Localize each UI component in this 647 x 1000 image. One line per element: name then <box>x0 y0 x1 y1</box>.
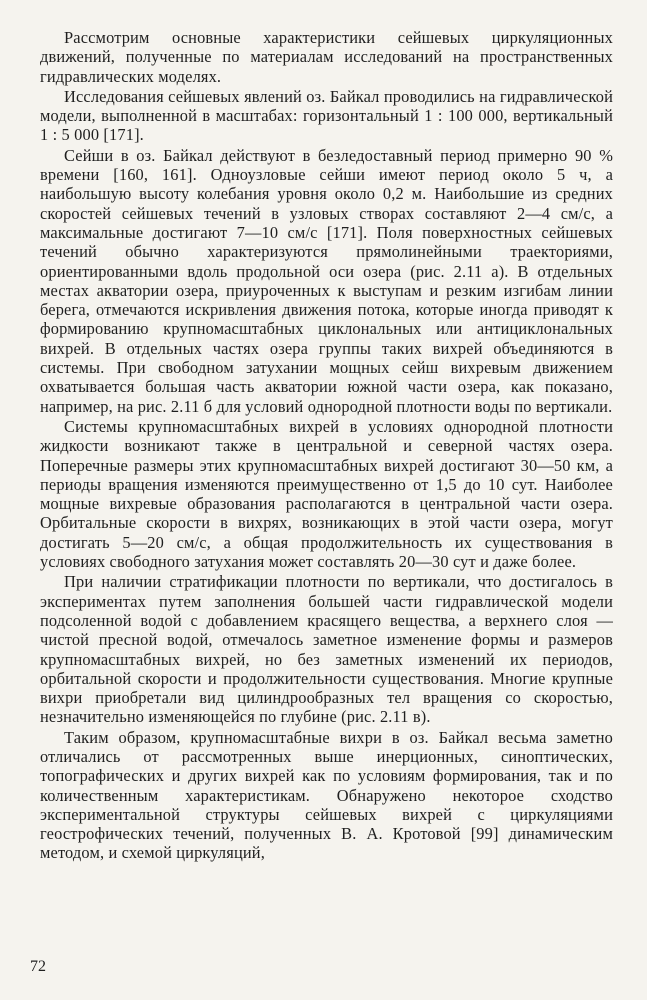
paragraph-3: Сейши в оз. Байкал действуют в безледоставный период примерно 90 % времени [160, 161]. Одноузловые сейши имеют период около 5 ч, а наибольшую высоту колебания уровня около 0,2 м. Наибольшие из средних скоростей сейшевых течений в узловых створах составляют 2—4 см/с, а максимальные достигают 7—10 см/с [171]. Поля поверхностных сейшевых течений обычно характеризуются прямолинейными траекториями, ориентированными вдоль продольной оси озера (рис. 2.11 а). В отдельных местах акватории озера, приуроченных к выступам и резким изгибам линии берега, отмечаются искривления движения потока, которые иногда приводят к формированию крупномасштабных циклональных или антициклональных вихрей. В отдельных частях озера группы таких вихрей объединяются в системы. При свободном затухании мощных сейш вихревым движением охватывается большая часть акватории южной части озера, как показано, например, на рис. 2.11 б для условий однородной плотности воды по вертикали. <box>40 145 613 416</box>
paragraph-6: Таким образом, крупномасштабные вихри в оз. Байкал весьма заметно отличались от рассмотренных выше инерционных, синоптических, топографических и других вихрей как по условиям формирования, так и по количественным характеристикам. Обнаружено некоторое сходство экспериментальной структуры сейшевых вихрей с циркуляциями геострофических течений, полученных В. А. Кротовой [99] динамическим методом, и схемой циркуляций, <box>40 727 613 863</box>
page-number: 72 <box>30 958 46 975</box>
paragraph-5: При наличии стратификации плотности по вертикали, что достигалось в экспериментах путем заполнения большей части гидравлической модели подсоленной водой с добавлением красящего вещества, а верхнего слоя — чистой пресной водой, отмечалось заметное изменение формы и размеров крупномасштабных вихрей, но без заметных изменений их периодов, орбитальной скорости и продолжительности существования. Многие крупные вихри приобретали вид цилиндрообразных тел вращения со скоростью, незначительно изменяющейся по глубине (рис. 2.11 в). <box>40 572 613 727</box>
paragraph-2: Исследования сейшевых явлений оз. Байкал проводились на гидравлической модели, выполненной в масштабах: горизонтальный 1 : 100 000, вертикальный 1 : 5 000 [171]. <box>40 86 613 145</box>
paragraph-1: Рассмотрим основные характеристики сейшевых циркуляционных движений, полученные по материалам исследований на пространственных гидравлических моделях. <box>40 28 613 86</box>
paragraph-4: Системы крупномасштабных вихрей в условиях однородной плотности жидкости возникают также в центральной и северной частях озера. Поперечные размеры этих крупномасштабных вихрей достигают 30—50 км, а периоды вращения изменяются преимущественно от 1,5 до 10 сут. Наиболее мощные вихревые образования располагаются в центральной части озера. Орбитальные скорости в вихрях, возникающих в этой части озера, могут достигать 5—20 см/с, а общая продолжительность их существования в условиях свободного затухания может составлять 20—30 сут и даже более. <box>40 416 613 572</box>
page-body <box>40 28 613 864</box>
